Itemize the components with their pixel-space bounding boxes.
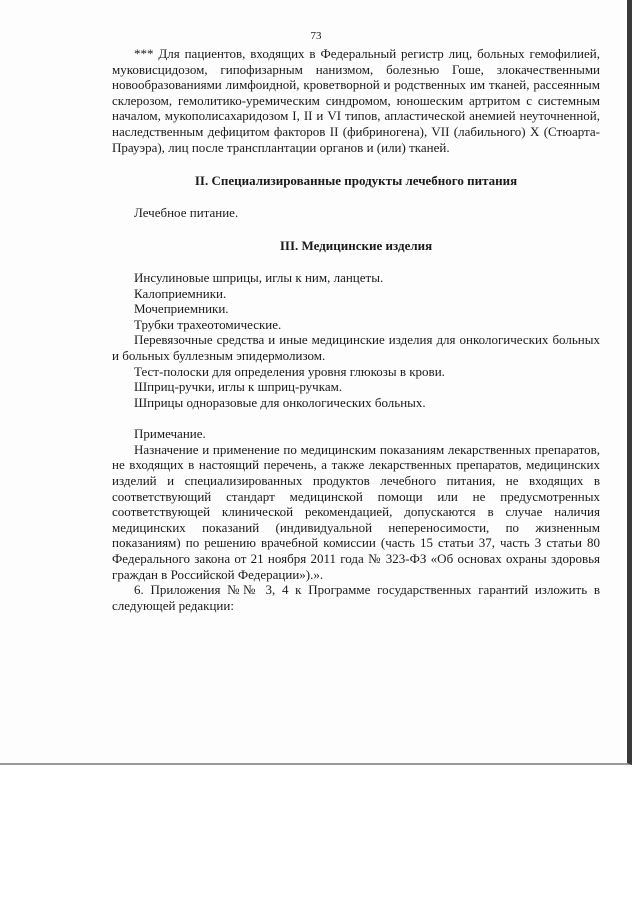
section-3-item: Мочеприемники.: [134, 301, 229, 317]
section-3-item: Шприц-ручки, иглы к шприц-ручкам.: [134, 379, 343, 395]
section-3-item: Инсулиновые шприцы, иглы к ним, ланцеты.: [134, 269, 384, 285]
page-number: 73: [310, 30, 322, 42]
section-2-heading: II. Специализированные продукты лечебного питания: [194, 173, 518, 189]
section-3-item: Перевязочные средства и иные медицинские изделия для онкологических больных и больных буллезным эпидермолизом.: [112, 332, 600, 363]
section-3-item: Калоприемники.: [134, 285, 227, 301]
footnote-paragraph: *** Для пациентов, входящих в Федеральный регистр лиц, больных гемофилией, муковисцидозом, гипофизарным нанизмом, болезнью Гоше, злокачественными новообразованиями лимфоидной, кроветворной и родственных им тканей, рассеянным склерозом, гемолитико-уремическим синдромом, юношеским артритом с системным началом, мукополисахаридозом I, II и VI типов, апластической анемией неуточненной, наследственным дефицитом факторов II (фибриногена), VII (лабильного) X (Стюарта-Прауэра), лиц после трансплантации органов и (или) тканей.: [112, 46, 600, 155]
closing-paragraph: 6. Приложения №№ 3, 4 к Программе государственных гарантий изложить в следующей редакции:: [112, 582, 600, 613]
section-2-item: Лечебное питание.: [134, 204, 239, 220]
section-3-item: Шприцы одноразовые для онкологических больных.: [134, 394, 426, 410]
note-paragraph: Назначение и применение по медицинским показаниям лекарственных препаратов, не входящих в настоящий перечень, а также лекарственных препаратов, медицинских изделий и специализированных продуктов лечебного питания, не входящих в соответствующий стандарт медицинской помощи или не предусмотренных соответствующей клинической рекомендацией, допускаются в случае наличия медицинских показаний (индивидуальной непереносимости, по жизненным показаниям) по решению врачебной комиссии (часть 15 статьи 37, часть 3 статьи 80 Федерального закона от 21 ноября 2011 года № 323-ФЗ «Об основах охраны здоровья граждан в Российской Федерации»).».: [112, 441, 600, 582]
section-3-item: Тест-полоски для определения уровня глюкозы в крови.: [134, 363, 445, 379]
note-label: Примечание.: [134, 426, 206, 442]
section-3-heading: III. Медицинские изделия: [279, 238, 433, 254]
section-3-item: Трубки трахеотомические.: [134, 316, 282, 332]
document-body: [112, 46, 600, 613]
